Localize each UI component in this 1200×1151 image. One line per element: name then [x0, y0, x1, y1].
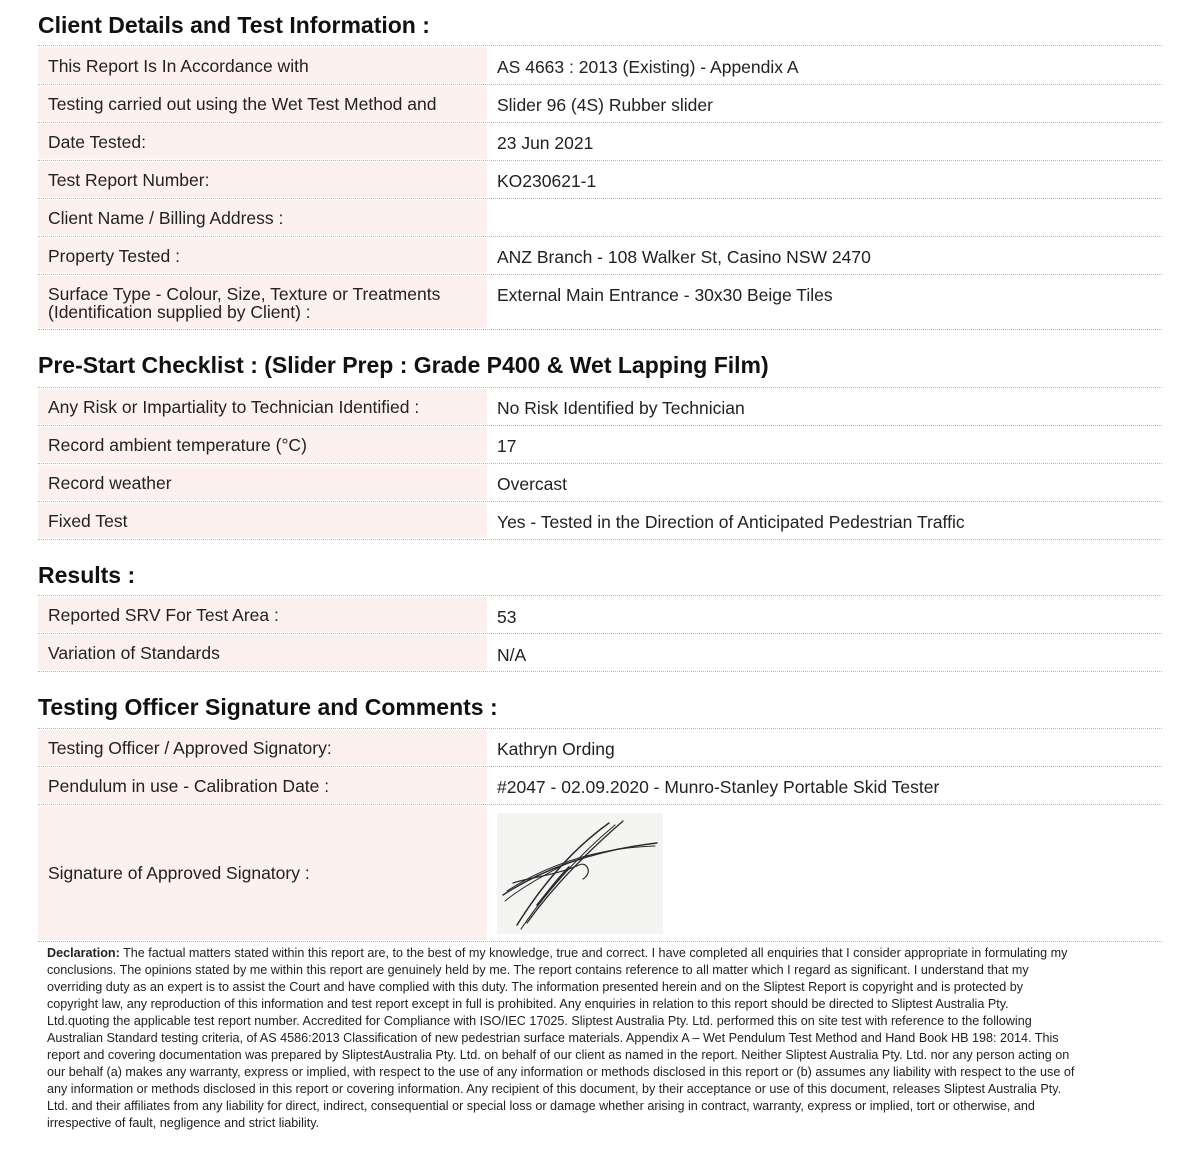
declaration-line: irrespective of fault, negligence and strict liability.	[47, 1116, 320, 1130]
divider	[38, 274, 1162, 275]
divider	[38, 463, 1162, 464]
divider	[38, 160, 1162, 161]
divider	[38, 501, 1162, 502]
label-surface-type-line1: Surface Type - Colour, Size, Texture or Treatments	[48, 284, 441, 304]
label-testing-officer: Testing Officer / Approved Signatory:	[38, 730, 487, 765]
label-fixed-test: Fixed Test	[38, 503, 487, 538]
divider	[38, 198, 1162, 199]
divider	[38, 84, 1162, 85]
declaration-line: overriding duty as an expert is to assist the Court and have complied with this duty. The information presented herein and on the Sliptest Report is copyright and is protected by	[47, 980, 1024, 994]
value-report-accordance: AS 4663 : 2013 (Existing) - Appendix A	[497, 57, 799, 77]
declaration-line: Ltd. and their affiliates from any liability for direct, indirect, consequential or special loss or damage whether arising in contract, warranty, express or implied, tort or otherwise, and	[47, 1099, 1035, 1113]
value-weather: Overcast	[497, 474, 568, 494]
label-reported-srv: Reported SRV For Test Area :	[38, 597, 487, 632]
label-testing-method: Testing carried out using the Wet Test Method and	[38, 86, 487, 121]
divider	[38, 329, 1162, 330]
label-date-tested: Date Tested:	[38, 124, 487, 159]
divider	[38, 671, 1162, 672]
declaration-text	[47, 945, 1167, 1132]
divider	[38, 539, 1162, 540]
value-reported-srv: 53	[497, 607, 517, 627]
divider	[38, 804, 1162, 805]
value-variation-of-standards: N/A	[497, 645, 527, 665]
label-signature: Signature of Approved Signatory :	[38, 806, 487, 940]
divider	[38, 387, 1162, 388]
value-test-report-number: KO230621-1	[497, 171, 597, 191]
section-title-client-details: Client Details and Test Information :	[38, 12, 430, 38]
signature-image	[497, 813, 663, 934]
label-ambient-temperature: Record ambient temperature (°C)	[38, 427, 487, 462]
value-date-tested: 23 Jun 2021	[497, 133, 594, 153]
value-fixed-test: Yes - Tested in the Direction of Anticipated Pedestrian Traffic	[497, 512, 965, 532]
divider	[38, 236, 1162, 237]
divider	[38, 122, 1162, 123]
declaration-line: copyright law, any reproduction of this information and test report except in full is prohibited. Any enquiries in relation to this report should be directed to Sliptest Australia Pty.	[47, 997, 1009, 1011]
divider	[38, 633, 1162, 634]
label-pendulum-calibration: Pendulum in use - Calibration Date :	[38, 768, 487, 803]
label-risk-impartiality: Any Risk or Impartiality to Technician Identified :	[38, 389, 487, 424]
declaration-line: Ltd.quoting the applicable test report number. Accredited for Compliance with ISO/IEC 17025. Sliptest Australia Pty. Ltd. performed this on site test with reference to the following	[47, 1014, 1032, 1028]
label-property-tested: Property Tested :	[38, 238, 487, 273]
divider	[38, 425, 1162, 426]
section-title-results: Results :	[38, 562, 136, 588]
divider	[38, 941, 1162, 942]
declaration-line: report and covering documentation was prepared by SliptestAustralia Pty. Ltd. on behalf of our client as named in the report. Neither Sliptest Australia Pty. Ltd. nor any person acting on	[47, 1048, 1070, 1062]
section-title-officer-signature: Testing Officer Signature and Comments :	[38, 694, 498, 720]
label-variation-of-standards: Variation of Standards	[38, 635, 487, 670]
declaration-line: any information or methods disclosed in this report or covering information. Any recipient of this document, by their acceptance or use of this document, releases Sliptest Australia Pty.	[47, 1082, 1062, 1096]
declaration-heading: Declaration:	[47, 946, 120, 960]
declaration-line: conclusions. The opinions stated by me within this report are genuinely held by me. The report contains reference to all matter which I regard as significant. I understand that my	[47, 963, 1029, 977]
value-ambient-temperature: 17	[497, 436, 517, 456]
label-surface-type-line2: (Identification supplied by Client) :	[48, 302, 311, 322]
divider	[38, 766, 1162, 767]
label-test-report-number: Test Report Number:	[38, 162, 487, 197]
divider	[38, 45, 1162, 46]
divider	[38, 595, 1162, 596]
label-report-accordance: This Report Is In Accordance with	[38, 47, 487, 83]
signature-scribble-icon	[497, 813, 663, 934]
value-property-tested: ANZ Branch - 108 Walker St, Casino NSW 2470	[497, 247, 871, 267]
label-surface-type	[38, 276, 487, 328]
label-weather: Record weather	[38, 465, 487, 500]
divider	[38, 728, 1162, 729]
declaration-line: Declaration: The factual matters stated within this report are, to the best of my knowledge, true and correct. I have completed all enquiries that I consider appropriate in formulating my	[47, 946, 1068, 960]
value-pendulum-calibration: #2047 - 02.09.2020 - Munro-Stanley Portable Skid Tester	[497, 777, 940, 797]
value-risk-impartiality: No Risk Identified by Technician	[497, 398, 745, 418]
section-title-prestart-checklist: Pre-Start Checklist : (Slider Prep : Grade P400 & Wet Lapping Film)	[38, 352, 769, 378]
declaration-line: Australian Standard testing criteria, of AS 4586:2013 Classification of new pedestrian surface materials. Appendix A – Wet Pendulum Test Method and Hand Book HB 198: 2014. This	[47, 1031, 1059, 1045]
value-testing-officer: Kathryn Ording	[497, 739, 615, 759]
declaration-line: our behalf (a) makes any warranty, express or implied, with respect to the use of any information or methods disclosed in this report or (b) assumes any liability with respect to the use of	[47, 1065, 1075, 1079]
value-testing-method: Slider 96 (4S) Rubber slider	[497, 95, 713, 115]
label-client-name: Client Name / Billing Address :	[38, 200, 487, 235]
value-surface-type: External Main Entrance - 30x30 Beige Tiles	[497, 285, 833, 305]
